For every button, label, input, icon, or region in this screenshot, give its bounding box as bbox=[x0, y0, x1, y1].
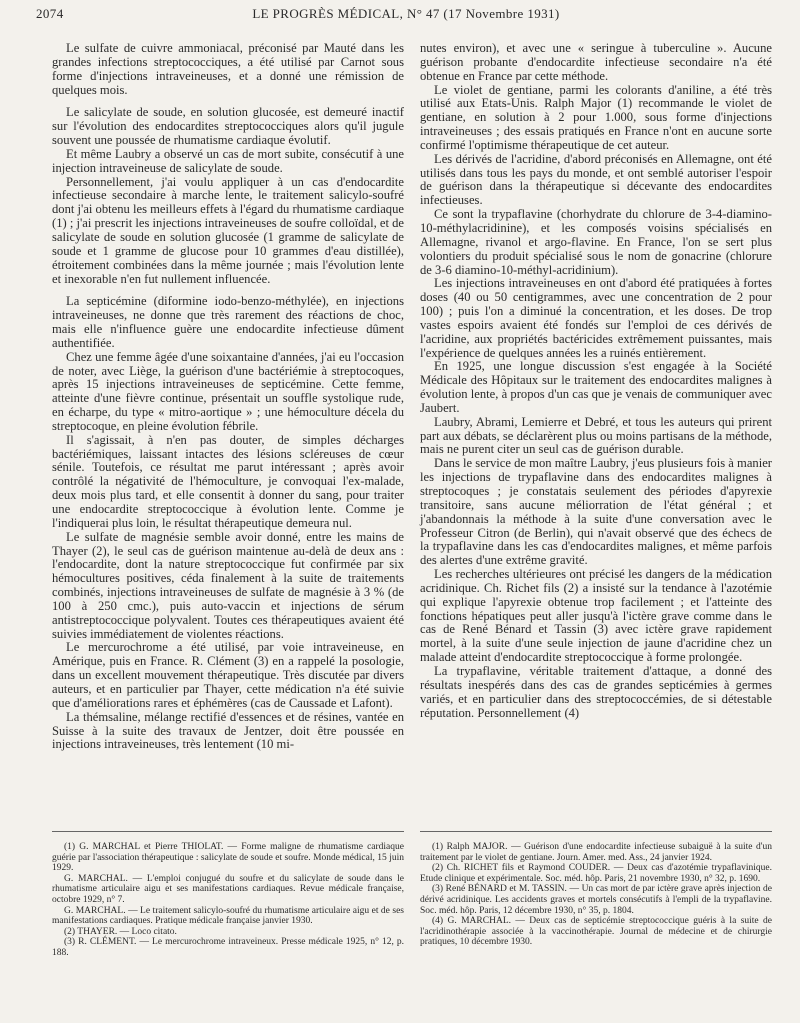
footnote: (3) René BÉNARD et M. TASSIN. — Un cas mort de par ictère grave après injection de dérivé acridinique. Les accidents graves et mortels consécutifs à l'empli de la trypaflavine. Soc. méd. hôp. Paris, 12 décembre 1930, n° 35, p. 1804. bbox=[420, 884, 772, 916]
footnote-divider-left bbox=[52, 831, 404, 832]
footnote: (2) Ch. RICHET fils et Raymond COUDER. — Deux cas d'azotémie trypaflavinique. Etude clinique et expérimentale. Soc. méd. hôp. Paris, 21 novembre 1930, n° 32, p. 1690. bbox=[420, 863, 772, 884]
paragraph: Dans le service de mon maître Laubry, j'eus plusieurs fois à manier les injections de trypaflavine dans des endocardites malignes à streptocoques ; je constatais seulement des périodes d'apyrexie transitoire, sans aucune méliorration de l'état général ; et j'abandonnais la méthode à la suite d'une conversation avec le Professeur Citron (de Berlin), qui n'avait observé que des échecs de la trypaflavine dans les cas d'endocardites malignes, et même parfois des alertes d'une extrême gravité. bbox=[420, 456, 772, 568]
right-column bbox=[420, 42, 772, 720]
footnote: G. MARCHAL. — L'emploi conjugué du soufre et du salicylate de soude dans le rhumatisme articulaire aigu et ses manifestations cardiaques. Revue médicale française, octobre 1929, n° 7. bbox=[52, 873, 404, 905]
paragraph: Le violet de gentiane, parmi les colorants d'aniline, a été très utilisé aux Etats-Unis. Ralph Major (1) recommande le violet de gentiane, en solution à 2 pour 1.000, sous forme d'injections intraveineuses ; des essais pratiqués en France n'ont en aucune sorte confirmé l'optimisme thérapeutique de cet auteur. bbox=[420, 82, 772, 152]
paragraph: La thémsaline, mélange rectifié d'essences et de résines, vantée en Suisse à la suite des travaux de Jentzer, doit être poussée en injections intraveineuses, très lentement (10 mi- bbox=[52, 709, 404, 752]
paragraph: Laubry, Abrami, Lemierre et Debré, et tous les auteurs qui prirent part aux débats, se déclarèrent plus ou moins partisans de la méthode, mais ne purent citer un seul cas de guérison durable. bbox=[420, 414, 772, 457]
paragraph: Il s'agissait, à n'en pas douter, de simples décharges bactériémiques, laissant intactes des lésions scléreuses de cœur sénile. Toutefois, ce résultat me parut intéressant ; après avoir contrôlé la négativité de l'hémoculture, je convoquai l'ex-malade, deux mois plus tard, et elle consentit à donner du sang, pour traiter une endocardite streptococcique à évolution lente. Comme je l'indiquerai plus loin, le résultat thérapeutique demeura nul. bbox=[52, 432, 404, 530]
paragraph: Le sulfate de magnésie semble avoir donné, entre les mains de Thayer (2), le seul cas de guérison maintenue au-delà de deux ans : l'endocardite, dont la nature streptococcique fut confirmée par six hémocultures positives, céda finalement à la suite de traitements combinés, injections intraveineuses de sulfate de magnésie à 3 % (de 100 à 250 cmc.), puis auto-vaccin et injections de sérum antistreptococcique polyvalent. Toutes ces thérapeutiques avaient été suivies immédiatement de violentes réactions. bbox=[52, 529, 404, 641]
page-number: 2074 bbox=[36, 6, 64, 21]
paragraph: Et même Laubry a observé un cas de mort subite, consécutif à une injection intraveineuse de salicylate de soude. bbox=[52, 146, 404, 175]
paragraph: Le mercurochrome a été utilisé, par voie intraveineuse, en Amérique, puis en France. R. Clément (3) en a rappelé la posologie, dans un excellent mouvement thérapeutique. Très discutée par divers auteurs, et en particulier par Thayer, cette médication n'a été suivie que d'améliorations rares et éphémères (cas de Caussade et Lafont). bbox=[52, 640, 404, 710]
footnotes-right bbox=[420, 842, 772, 948]
footnote: (1) G. MARCHAL et Pierre THIOLAT. — Forme maligne de rhumatisme cardiaque guérie par l'association thérapeutique : salicylate de soude et soufre. Monde médical, 15 juin 1929. bbox=[52, 842, 404, 874]
paragraph: Les dérivés de l'acridine, d'abord préconisés en Allemagne, ont été utilisés dans tous les pays du monde, et ont semblé autoriser l'espoir de guérison dans la thérapeutique si décevante des endocardites infectieuses. bbox=[420, 151, 772, 208]
footnote: G. MARCHAL. — Le traitement salicylo-soufré du rhumatisme articulaire aigu et de ses manifestations cardiaques. Pratique médicale française janvier 1930. bbox=[52, 905, 404, 927]
paragraph: Le sulfate de cuivre ammoniacal, préconisé par Mauté dans les grandes infections streptococciques, a été utilisé par Carnot sous forme d'injections intraveineuses, et a donné une rémission de quelques mois. bbox=[52, 41, 404, 97]
footnote: (1) Ralph MAJOR. — Guérison d'une endocardite infectieuse subaiguë à la suite d'un traitement par le violet de gentiane. Journ. Amer. med. Ass., 24 janvier 1924. bbox=[420, 842, 772, 863]
footnote: (4) G. MARCHAL. — Deux cas de septicémie streptococcique guéris à la suite de l'acridinothérapie associée à la vaccinothérapie. Journal de médecine et de chirurgie pratiques, 10 décembre 1930. bbox=[420, 916, 772, 948]
paragraph: Personnellement, j'ai voulu appliquer à un cas d'endocardite infectieuse secondaire à marche lente, le traitement salicylo-soufré dont j'ai obtenu les meilleurs effets à l'égard du rhumatisme cardiaque (1) ; j'ai prescrit les injections intraveineuses de soufre colloïdal, et de salicylate de soude en solution glucosée (1 gramme de salicylate de soude et 1 gramme de glucose pour 10 grammes d'eau distillée), étroitement combinées dans la même journée ; mais l'évolution lente et inexorable n'en fut nullement influencée. bbox=[52, 174, 404, 286]
paragraph: La septicémine (diformine iodo-benzo-méthylée), en injections intraveineuses, ne donne que très rarement des réactions de choc, mais elle n'influence guère une endocardite infectieuse dûment authentifiée. bbox=[52, 294, 404, 350]
page-header bbox=[36, 6, 776, 24]
footnote: (3) R. CLÉMENT. — Le mercurochrome intraveineux. Presse médicale 1925, n° 12, p. 188. bbox=[52, 937, 404, 958]
paragraph: Le salicylate de soude, en solution glucosée, est demeuré inactif sur l'évolution des endocardites streptococciques alors qu'il jugule souvent une poussée de rhumatisme cardiaque évolutif. bbox=[52, 105, 404, 148]
paragraph: En 1925, une longue discussion s'est engagée à la Société Médicale des Hôpitaux sur le traitement des endocardites malignes à évolution lente, à propos d'un cas que je venais de communiquer avec Jaubert. bbox=[420, 359, 772, 415]
paragraph: Les injections intraveineuses en ont d'abord été pratiquées à fortes doses (40 ou 50 centigrammes, avec une concentration de 2 pour 100) ; puis l'on a diminué la concentration, et les doses. De trop vastes espoirs avaient été fondés sur l'emploi de ces dérivés de l'acridine, aux propriétés bactéricides extrêmement puissantes, mais l'expérience de quelques années les a ruinés entièrement. bbox=[420, 276, 772, 360]
left-column bbox=[52, 42, 404, 752]
paragraph: La trypaflavine, véritable traitement d'attaque, a donné des résultats inespérés dans des cas de grandes septicémies à germes variés, et en particulier dans des streptococcémies, de si détestable réputation. Personnellement (4) bbox=[420, 663, 772, 720]
paragraph: Les recherches ultérieures ont précisé les dangers de la médication acridinique. Ch. Richet fils (2) a insisté sur la tendance à l'azotémie qui explique l'apyrexie obtenue trop facilement ; et l'atteinte des fonctions hépatiques peut aller jusqu'à l'ictère grave comme dans le cas de René Bénard et Tassin (3) avec ictère grave rapidement mortel, à la suite d'une seule injection de jaune d'acridine chez un malade atteint d'endocardite streptococcique à forme prolongée. bbox=[420, 567, 772, 665]
footnote-divider-right bbox=[420, 831, 772, 832]
footnotes-left bbox=[52, 842, 404, 959]
footnote: (2) THAYER. — Loco citato. bbox=[64, 926, 177, 937]
paragraph: Chez une femme âgée d'une soixantaine d'années, j'ai eu l'occasion de noter, avec Liège, la guérison d'une bactériémie à streptocoques, après 15 injections intraveineuses de septicémine. Cette femme, atteinte d'une fièvre continue, présentait un souffle systolique rude, en écharpe, du type « mitro-aortique » ; une hémoculture décela du streptocoque, en pleine évolution fébrile. bbox=[52, 349, 404, 433]
running-title: LE PROGRÈS MÉDICAL, N° 47 (17 Novembre 1931) bbox=[252, 6, 560, 21]
paragraph: nutes environ), et avec une « seringue à tuberculine ». Aucune guérison probante d'endocardite infectieuse secondaire n'a été obtenue en France par cette méthode. bbox=[420, 41, 772, 83]
paragraph: Ce sont la trypaflavine (chorhydrate du chlorure de 3-4-diamino-10-méthylacridinine), et les composés voisins spécialisés en Allemagne, rivanol et argo-flavine. En France, l'on se sert plus volontiers du produit spécialisé sous le nom de gonacrine (chlorure de 3-6 diamino-10-méthyl-acridinium). bbox=[420, 207, 772, 277]
